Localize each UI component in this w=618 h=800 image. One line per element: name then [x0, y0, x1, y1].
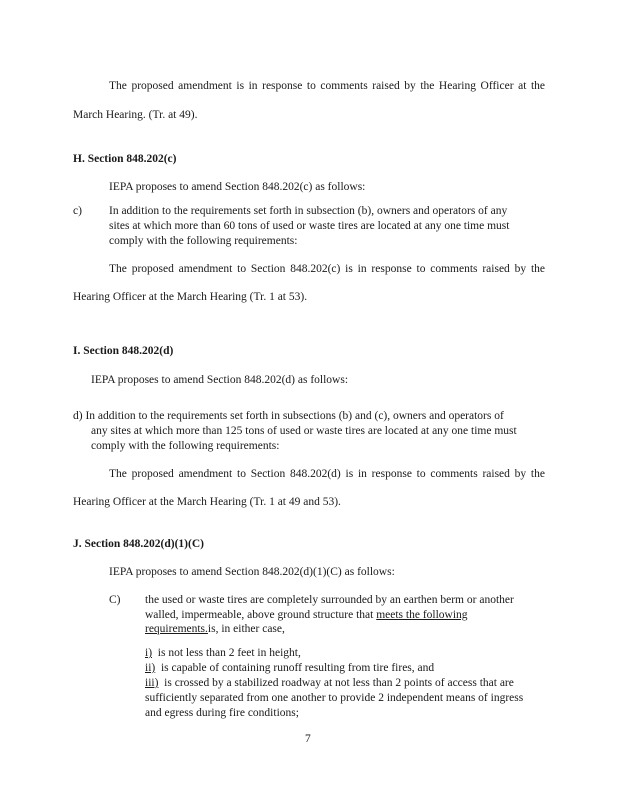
section-i-response-line-1: The proposed amendment to Section 848.202(d) is in response to comments raised by the: [109, 468, 545, 480]
section-h-response-line-1: The proposed amendment to Section 848.202(c) is in response to comments raised by the: [109, 263, 545, 275]
section-j-sub-iii-line-3: and egress during fire conditions;: [145, 707, 299, 719]
sub-iii-label: iii): [145, 677, 159, 689]
section-h-heading: H. Section 848.202(c): [73, 153, 177, 165]
section-i-item-line-3: comply with the following requirements:: [91, 440, 280, 452]
section-j-item-line-3: [145, 622, 285, 636]
section-i-item-line-1: d) In addition to the requirements set forth in subsections (b) and (c), owners and operators of: [73, 410, 504, 422]
sub-ii-text: is capable of containing runoff resulting from tire fires, and: [160, 662, 435, 674]
section-h-item-line-1: In addition to the requirements set forth in subsection (b), owners and operators of any: [109, 205, 508, 217]
section-j-item-line-1: the used or waste tires are completely surrounded by an earthen berm or another: [145, 594, 514, 606]
intro-line-1: The proposed amendment is in response to comments raised by the Hearing Officer at the: [109, 80, 545, 92]
section-j-item-label: C): [109, 594, 121, 606]
section-j-proposal: IEPA proposes to amend Section 848.202(d)(1)(C) as follows:: [109, 566, 395, 578]
section-j-item-line-3-text: is, in either case,: [207, 623, 285, 635]
sub-i-label: i): [145, 647, 153, 659]
section-j-item-line-2-text: walled, impermeable, above ground structure that: [145, 609, 377, 621]
intro-line-2: March Hearing. (Tr. at 49).: [73, 109, 198, 121]
section-h-item-line-2: sites at which more than 60 tons of used or waste tires are located at any one time must: [109, 220, 510, 232]
section-j-sub-iii-line-2: sufficiently separated from one another to provide 2 independent means of ingress: [145, 692, 524, 704]
section-h-response-line-2: Hearing Officer at the March Hearing (Tr. 1 at 53).: [73, 291, 308, 303]
section-j-sub-iii: [145, 676, 514, 690]
section-i-item-line-2: any sites at which more than 125 tons of used or waste tires are located at any one time must: [91, 425, 517, 437]
section-h-item-label: c): [73, 205, 82, 217]
section-j-sub-i: [145, 646, 301, 660]
section-i-proposal: IEPA proposes to amend Section 848.202(d) as follows:: [91, 374, 349, 386]
sub-iii-text: is crossed by a stabilized roadway at not less than 2 points of access that are: [164, 677, 514, 689]
section-h-item-line-3: comply with the following requirements:: [109, 235, 298, 247]
section-h-proposal: IEPA proposes to amend Section 848.202(c) as follows:: [109, 181, 366, 193]
page-number: 7: [305, 733, 311, 745]
section-j-item-line-2: [145, 608, 468, 622]
section-j-inserted-requirements: requirements.: [145, 623, 208, 635]
section-i-heading: I. Section 848.202(d): [73, 345, 174, 357]
sub-ii-label: ii): [145, 662, 156, 674]
section-j-inserted-text: meets the following: [376, 609, 468, 621]
section-j-heading: J. Section 848.202(d)(1)(C): [73, 538, 204, 550]
sub-i-text: is not less than 2 feet in height,: [157, 647, 301, 659]
section-j-sub-ii: [145, 661, 434, 675]
section-i-response-line-2: Hearing Officer at the March Hearing (Tr. 1 at 49 and 53).: [73, 496, 341, 508]
